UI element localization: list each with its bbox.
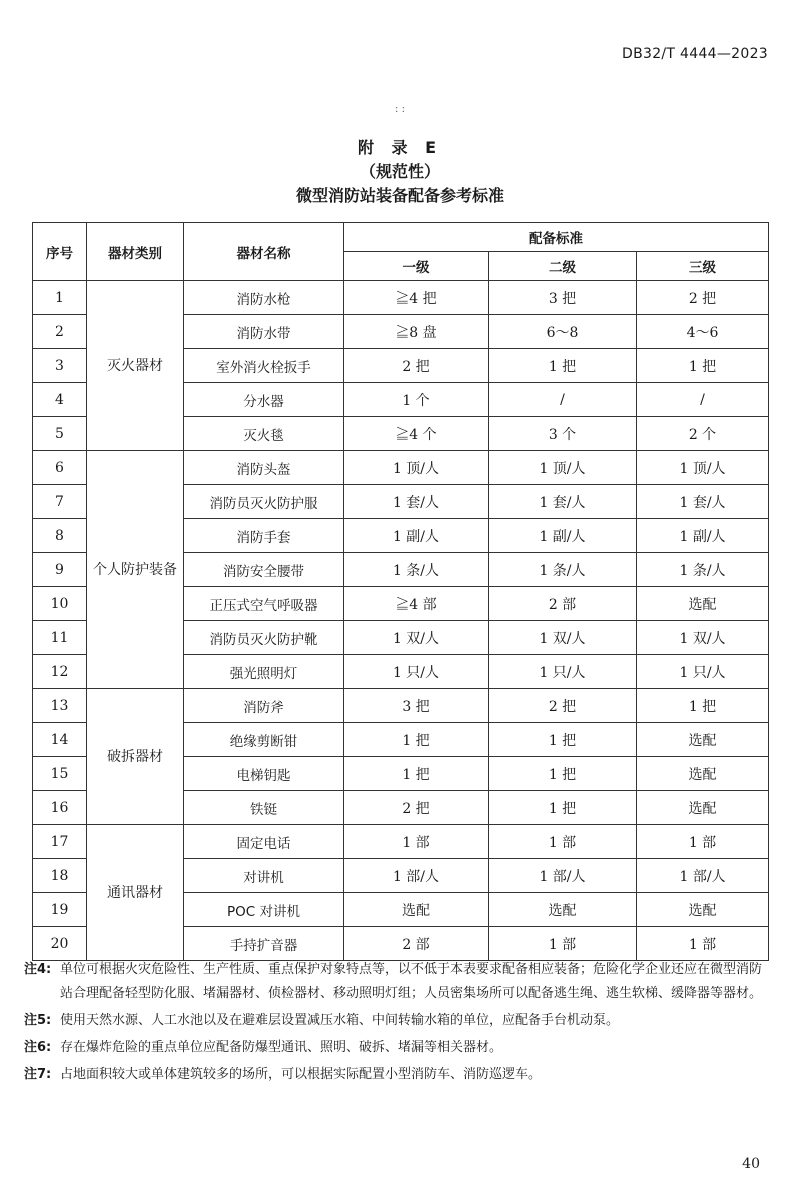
row-seq: 10 [33,587,87,621]
row-level3: 选配 [637,723,769,757]
row-level1: 选配 [344,893,489,927]
row-level2: 1 双/人 [489,621,637,655]
row-seq: 19 [33,893,87,927]
row-level1: 2 把 [344,349,489,383]
row-level3: 1 顶/人 [637,451,769,485]
row-seq: 17 [33,825,87,859]
row-level3: 1 把 [637,689,769,723]
row-name: 强光照明灯 [184,655,344,689]
row-level1: ≧4 把 [344,281,489,315]
row-level2: 1 把 [489,757,637,791]
row-level2: 3 个 [489,417,637,451]
category-cell: 个人防护装备 [87,451,184,689]
row-level1: 1 副/人 [344,519,489,553]
row-seq: 6 [33,451,87,485]
note-item [24,1009,770,1033]
row-name: 消防员灭火防护靴 [184,621,344,655]
appendix-nature: （规范性） [359,162,440,181]
table-title: 微型消防站装备配备参考标准 [295,186,504,205]
note-label: 注7: [24,1067,52,1082]
row-level3: 2 把 [637,281,769,315]
row-name: 室外消火栓扳手 [184,349,344,383]
separator-dots: : : [395,104,405,115]
row-level3: 2 个 [637,417,769,451]
row-level2: / [489,383,637,417]
row-level1: ≧4 个 [344,417,489,451]
row-level1: 1 个 [344,383,489,417]
row-name: 消防员灭火防护服 [184,485,344,519]
appendix-label: 附 录 E [357,138,443,157]
document-code: DB32/T 4444—2023 [622,46,768,62]
header-standard: 配备标准 [344,223,769,252]
note-text: 单位可根据火灾危险性、生产性质、重点保护对象特点等，以不低于本表要求配备相应装备；危险化学企业还应在微型消防站合理配备轻型防化服、堵漏器材、侦检器材、移动照明灯组；人员密集场所可以配备逃生绳、逃生软梯、缓降器等器材。 [60,962,763,1001]
row-seq: 11 [33,621,87,655]
row-level3: 1 只/人 [637,655,769,689]
row-name: 消防头盔 [184,451,344,485]
note-item [24,1063,770,1087]
row-seq: 16 [33,791,87,825]
row-level1: 1 双/人 [344,621,489,655]
row-name: 正压式空气呼吸器 [184,587,344,621]
row-level2: 2 把 [489,689,637,723]
note-label: 注6: [24,1040,52,1055]
header-name: 器材名称 [184,223,344,281]
row-level1: 1 条/人 [344,553,489,587]
header-level3: 三级 [637,252,769,281]
header-level1: 一级 [344,252,489,281]
note-text: 存在爆炸危险的重点单位应配备防爆型通讯、照明、破拆、堵漏等相关器材。 [60,1040,503,1055]
row-seq: 12 [33,655,87,689]
table-row [33,825,769,859]
row-level2: 1 部 [489,927,637,961]
note-text: 使用天然水源、人工水池以及在避难层设置减压水箱、中间转输水箱的单位，应配备手台机动泵。 [60,1013,620,1028]
category-cell: 破拆器材 [87,689,184,825]
row-level2: 1 把 [489,791,637,825]
row-seq: 5 [33,417,87,451]
row-level1: ≧4 部 [344,587,489,621]
row-level3: 1 副/人 [637,519,769,553]
row-name: 绝缘剪断钳 [184,723,344,757]
row-seq: 8 [33,519,87,553]
row-name: 消防斧 [184,689,344,723]
row-name: 电梯钥匙 [184,757,344,791]
row-level2: 1 部/人 [489,859,637,893]
row-level2: 1 条/人 [489,553,637,587]
note-item [24,958,770,1006]
row-level3: 4～6 [637,315,769,349]
row-seq: 4 [33,383,87,417]
row-name: 分水器 [184,383,344,417]
note-item [24,1036,770,1060]
row-seq: 9 [33,553,87,587]
category-cell: 灭火器材 [87,281,184,451]
row-level1: 1 只/人 [344,655,489,689]
note-label: 注5: [24,1013,52,1028]
row-level1: 1 部 [344,825,489,859]
row-name: 对讲机 [184,859,344,893]
row-seq: 15 [33,757,87,791]
row-level2: 选配 [489,893,637,927]
row-name: 灭火毯 [184,417,344,451]
row-level1: 1 顶/人 [344,451,489,485]
notes-section [24,958,770,1090]
table-row [33,451,769,485]
row-level1: ≧8 盘 [344,315,489,349]
row-level2: 1 部 [489,825,637,859]
header-level2: 二级 [489,252,637,281]
row-level1: 2 部 [344,927,489,961]
row-level2: 1 副/人 [489,519,637,553]
row-level1: 1 把 [344,723,489,757]
table-row [33,689,769,723]
header-seq: 序号 [33,223,87,281]
row-level2: 1 把 [489,349,637,383]
row-level3: 选配 [637,893,769,927]
row-level3: 1 把 [637,349,769,383]
row-level3: 1 套/人 [637,485,769,519]
row-level3: 1 部 [637,825,769,859]
category-cell: 通讯器材 [87,825,184,961]
row-level3: 1 部/人 [637,859,769,893]
title-block [0,136,800,208]
row-level2: 1 套/人 [489,485,637,519]
row-seq: 2 [33,315,87,349]
row-name: 铁铤 [184,791,344,825]
header-category: 器材类别 [87,223,184,281]
row-level1: 1 把 [344,757,489,791]
row-level3: 1 部 [637,927,769,961]
note-label: 注4: [24,962,52,977]
row-level3: 1 条/人 [637,553,769,587]
note-text: 占地面积较大或单体建筑较多的场所，可以根据实际配置小型消防车、消防巡逻车。 [60,1067,542,1082]
row-level2: 1 顶/人 [489,451,637,485]
row-level2: 1 把 [489,723,637,757]
row-level3: 1 双/人 [637,621,769,655]
row-level3: / [637,383,769,417]
row-seq: 18 [33,859,87,893]
row-name: 固定电话 [184,825,344,859]
row-name: 手持扩音器 [184,927,344,961]
row-name: 消防水带 [184,315,344,349]
row-level1: 1 部/人 [344,859,489,893]
row-level2: 2 部 [489,587,637,621]
row-level2: 6～8 [489,315,637,349]
row-seq: 3 [33,349,87,383]
equipment-table [32,222,769,961]
row-level2: 1 只/人 [489,655,637,689]
row-name: 消防手套 [184,519,344,553]
table-row [33,281,769,315]
row-seq: 14 [33,723,87,757]
row-name: 消防安全腰带 [184,553,344,587]
row-seq: 7 [33,485,87,519]
row-level3: 选配 [637,791,769,825]
row-name: POC 对讲机 [184,893,344,927]
row-seq: 13 [33,689,87,723]
row-seq: 1 [33,281,87,315]
row-level2: 3 把 [489,281,637,315]
row-level1: 1 套/人 [344,485,489,519]
page-number: 40 [742,1156,760,1172]
row-name: 消防水枪 [184,281,344,315]
row-level3: 选配 [637,587,769,621]
row-seq: 20 [33,927,87,961]
row-level1: 3 把 [344,689,489,723]
row-level3: 选配 [637,757,769,791]
row-level1: 2 把 [344,791,489,825]
